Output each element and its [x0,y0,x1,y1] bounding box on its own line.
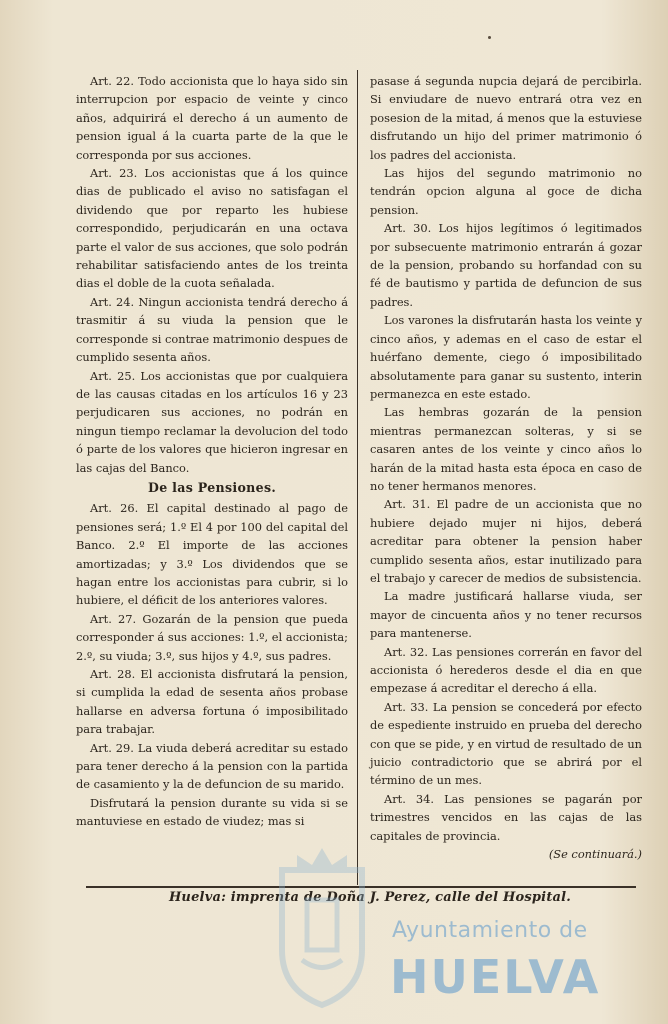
article-29-tail: pasase á segunda nupcia dejará de percibirla. Si enviudare de nuevo entrará otra vez en posesion de la mitad, á menos que la estuviese disfrutando un hijo del primer matrimonio ó los padres del accionista. [370,74,642,162]
watermark-line-2: HUELVA [390,950,601,1004]
watermark-line-1: Ayuntamiento de [392,918,588,943]
article-29: Art. 29. La viuda deberá acreditar su estado para tener derecho á la pension con la partida de casamiento y la de defuncion de su marido. [76,740,348,792]
article-26: Art. 26. El capital destinado al pago de pensiones será; 1.º El 4 por 100 del capital del Banco. 2.º El importe de las acciones amortizadas; y 3.º Los dividendos que se hagan entre los accionistas para cubrir, si lo hubiere, el déficit de los anteriores valores. [76,501,348,608]
article-28: Art. 28. El accionista disfrutará la pension, si cumplida la edad de sesenta años probase hallarse en adversa fortuna ó imposibilitado para trabajar. [76,667,348,737]
article-34: Art. 34. Las pensiones se pagarán por trimestres vencidos en las cajas de las capitales de provincia. [370,791,642,843]
article-23: Art. 23. Los accionistas que á los quince dias de publicado el aviso no satisfagan el dividendo que por reparto les hubiese correspondido, perjudicarán en una octava parte el valor de sus acciones, que solo podrán rehabilitar satisfaciendo antes de los treinta dias el doble de la cuota señalada. [76,166,348,291]
column-divider [357,70,358,885]
article-32: Art. 32. Las pensiones correrán en favor del accionista ó herederos desde el dia en que empezase á acreditar el derecho á ella. [370,644,642,696]
article-33: Art. 33. La pension se concederá por efecto de espediente instruido en prueba del derecho con que se pide, y en virtud de resultado de un juicio contradictorio que se abrirá por el término de un mes. [370,699,642,788]
section-heading: De las Pensiones. [147,479,277,495]
article-22: Art. 22. Todo accionista que lo haya sido sin interrupcion por espacio de veinte y cinco años, adquirirá el derecho á un aumento de pension igual á la cuarta parte de la que le corresponda por sus acciones. [76,74,348,162]
paragraph-mother: La madre justificará hallarse viuda, ser mayor de cincuenta años y no tener recursos para mantenerse. [370,589,642,641]
article-25: Art. 25. Los accionistas que por cualquiera de las causas citadas en los artículos 16 y 23 perjudicaren sus acciones, no podrán en ningun tiempo reclamar la devolucion del todo ó parte de los valores que hicieron ingresar en las cajas del Banco. [76,368,348,475]
continuation-note: (Se continuará.) [548,847,642,862]
ink-speck [488,36,491,39]
right-column [370,72,642,863]
article-30: Art. 30. Los hijos legítimos ó legitimados por subsecuente matrimonio entrarán á gozar de la pension, probando su horfandad con su fé de bautismo y partida de defuncion de sus padres. [370,221,642,309]
article-27: Art. 27. Gozarán de la pension que pueda corresponder á sus acciones: 1.º, el accionista; 2.º, su viuda; 3.º, sus hijos y 4.º, sus padres. [76,611,348,663]
paragraph-females: Las hembras gozarán de la pension mientras permanezcan solteras, y si se casaren antes de los veinte y cinco años lo harán de la mitad hasta esta época en caso de no tener hermanos menores. [370,405,642,493]
paragraph-second-marriage: Las hijos del segundo matrimonio no tendrán opcion alguna al goce de dicha pension. [370,166,642,217]
coat-of-arms-watermark-icon [262,840,382,1010]
article-24: Art. 24. Ningun accionista tendrá derecho á trasmitir á su viuda la pension que le corresponde si contrae matrimonio despues de cumplido sesenta años. [76,294,348,365]
article-29-continued: Disfrutará la pension durante su vida si se mantuviese en estado de viudez; mas si [76,795,348,829]
paragraph-males: Los varones la disfrutarán hasta los veinte y cinco años, y ademas en el caso de estar el huérfano demente, ciego ó imposibilitado absolutamente para ganar su sustento, interin permanezca en este estado. [370,313,642,401]
left-column [76,72,348,831]
printer-imprint: Huelva: imprenta de Doña J. Perez, calle del Hospital. [168,890,572,905]
article-31: Art. 31. El padre de un accionista que no hubiere dejado mujer ni hijos, deberá acreditar para obtener la pension haber cumplido sesenta años, estar inutilizado para el trabajo y carecer de medios de subsistencia. [370,497,642,585]
